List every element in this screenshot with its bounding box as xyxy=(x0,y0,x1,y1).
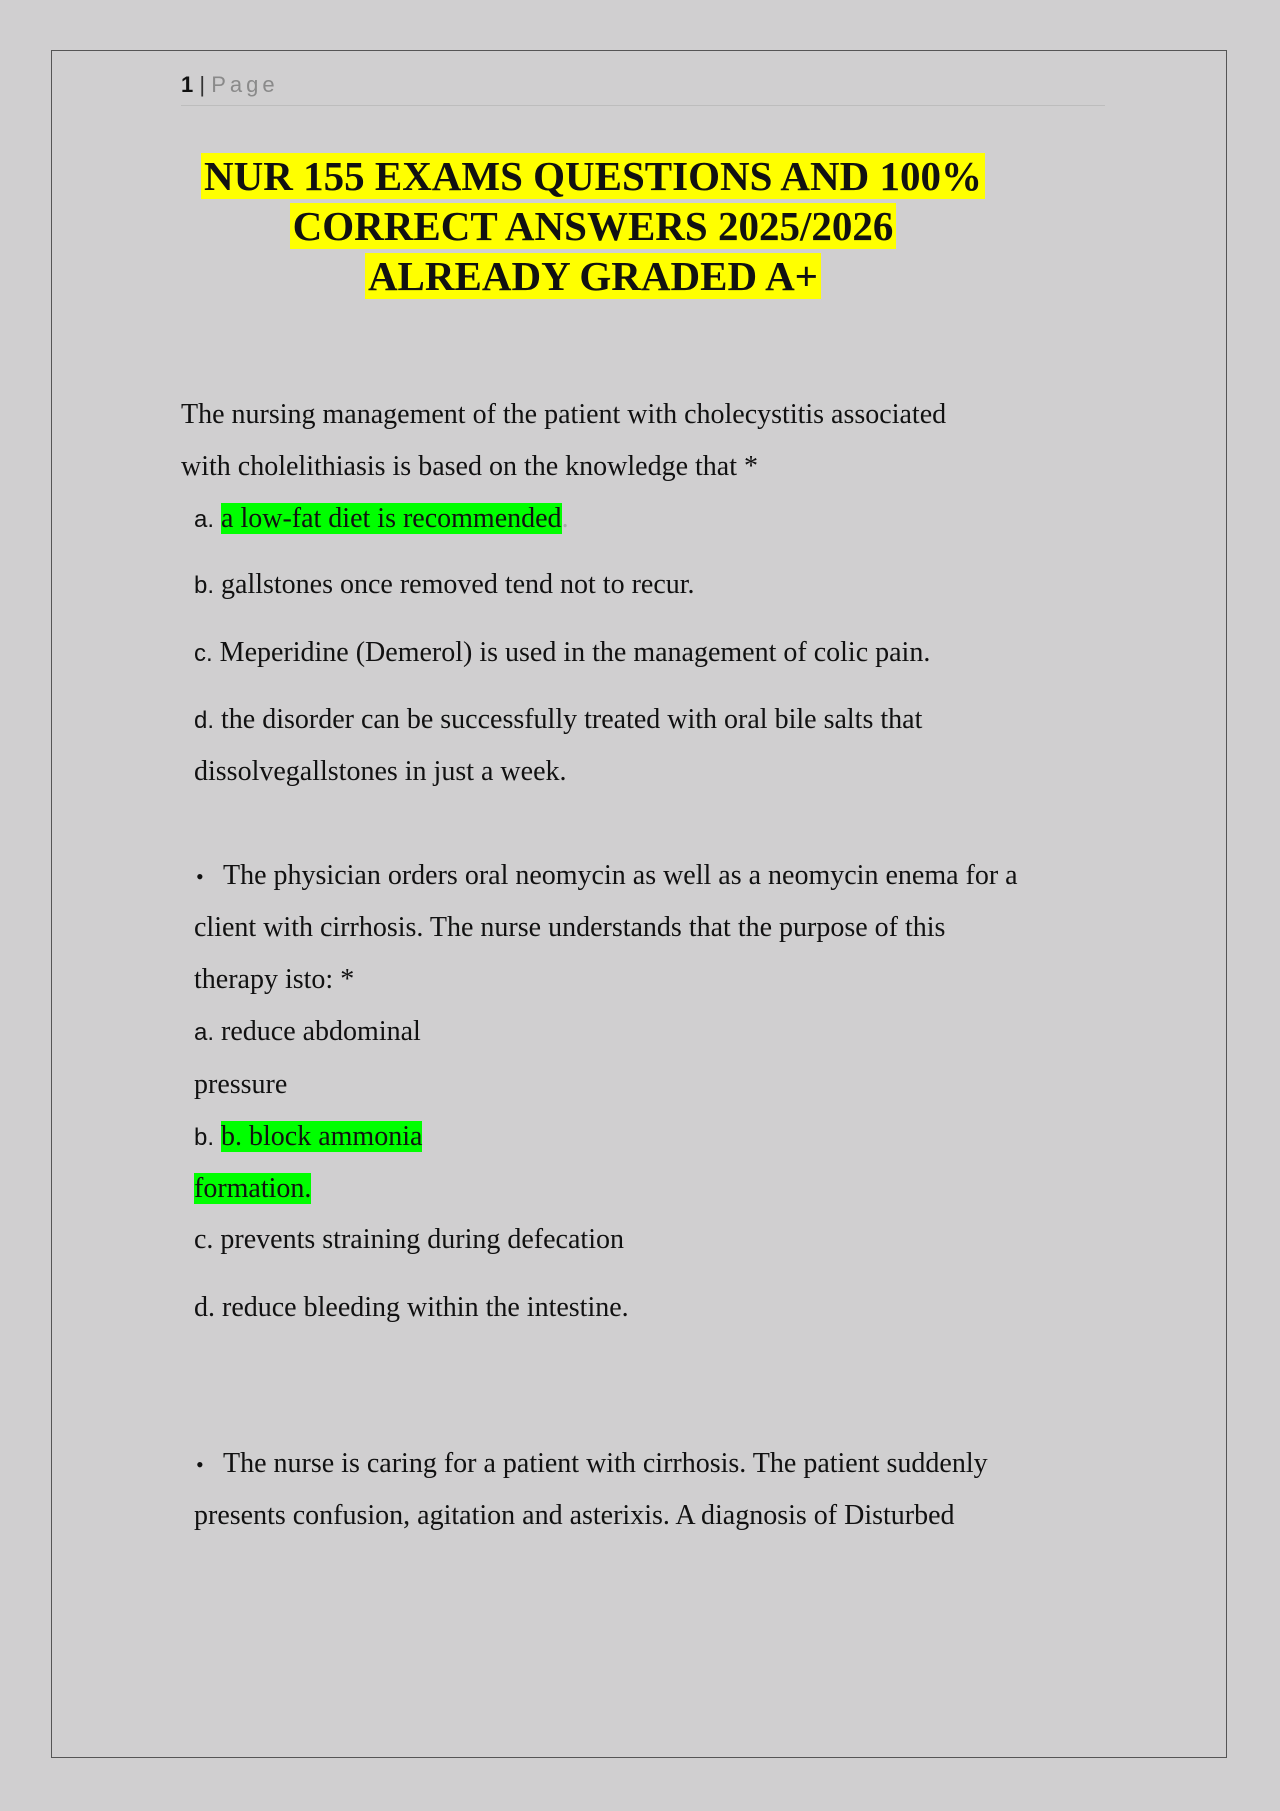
option-text: gallstones once removed tend not to recur. xyxy=(221,569,695,600)
title-line-1: NUR 155 EXAMS QUESTIONS AND 100% xyxy=(201,153,985,199)
option-text: the disorder can be successfully treated with oral bile salts that xyxy=(221,704,923,735)
option-label: a. xyxy=(194,1019,215,1046)
q2-option-a-line-2: pressure xyxy=(194,1069,288,1100)
q2-option-a xyxy=(194,1015,421,1050)
q3-stem-line-1: The nurse is caring for a patient with cirrhosis. The patient suddenly xyxy=(223,1448,988,1479)
option-trailing-dot: . xyxy=(561,503,569,534)
q1-option-b xyxy=(194,568,695,603)
page-header xyxy=(181,72,1105,106)
document-title xyxy=(150,151,1036,301)
option-label: d. xyxy=(194,707,215,734)
q2-stem-line-2: client with cirrhosis. The nurse understands that the purpose of this xyxy=(194,912,946,943)
option-text: Meperidine (Demerol) is used in the management of colic pain. xyxy=(219,637,931,668)
q2-stem-line-1: The physician orders oral neomycin as well as a neomycin enema for a xyxy=(223,860,1018,891)
q2-bullet: • xyxy=(196,864,204,889)
correct-answer-highlight: a low-fat diet is recommended xyxy=(221,503,562,534)
q2-option-d: d. reduce bleeding within the intestine. xyxy=(194,1292,629,1323)
q1-option-d-line-2: dissolvegallstones in just a week. xyxy=(194,756,567,787)
q1-stem-line-2: with cholelithiasis is based on the knowledge that * xyxy=(181,451,759,482)
option-label: b. xyxy=(194,1124,215,1151)
q1-option-c xyxy=(194,636,930,671)
q3-bullet: • xyxy=(196,1452,204,1477)
page-word: Page xyxy=(211,72,279,97)
q1-option-a xyxy=(194,502,569,537)
q1-stem-line-1: The nursing management of the patient with cholecystitis associated xyxy=(181,399,947,430)
q2-option-b-line-2 xyxy=(194,1172,311,1206)
option-label: a. xyxy=(194,506,215,533)
option-label: c. xyxy=(194,640,213,667)
q2-option-b xyxy=(194,1120,422,1155)
q2-option-c: c. prevents straining during defecation xyxy=(194,1224,624,1255)
q1-option-d xyxy=(194,703,922,738)
page-number: 1 xyxy=(181,72,194,97)
option-text: reduce abdominal xyxy=(221,1016,421,1047)
correct-answer-highlight: b. block ammonia xyxy=(221,1121,423,1152)
title-line-3: ALREADY GRADED A+ xyxy=(365,253,821,299)
q3-stem-line-2: presents confusion, agitation and asterixis. A diagnosis of Disturbed xyxy=(194,1500,955,1531)
header-separator: | xyxy=(199,72,206,97)
option-label: b. xyxy=(194,572,215,599)
correct-answer-highlight: formation. xyxy=(194,1173,312,1204)
q2-stem-line-3: therapy isto: * xyxy=(194,964,355,995)
title-line-2: CORRECT ANSWERS 2025/2026 xyxy=(290,203,897,249)
